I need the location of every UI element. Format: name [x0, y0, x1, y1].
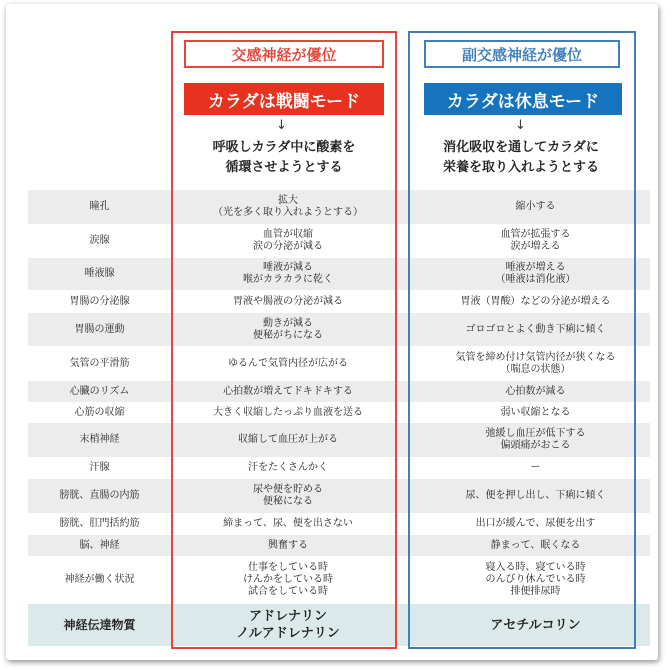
sympathetic-cell: 興奮する — [181, 535, 395, 556]
sympathetic-mode-banner: カラダは戦闘モード — [184, 83, 384, 115]
sympathetic-cell: 尿や便を貯める 便秘になる — [181, 479, 395, 513]
sympathetic-cell: 胃液や腸液の分泌が減る — [233, 295, 343, 307]
table-row — [28, 402, 650, 423]
sympathetic-cell: 締まって、尿、便を出さない — [223, 518, 353, 529]
parasympathetic-description: 消化吸収を通してカラダに 栄養を取り入れようとする — [442, 140, 599, 175]
table-row — [28, 313, 650, 346]
parasympathetic-arrow: ↓ — [515, 118, 526, 133]
organ-cell: 膀胱、直腸の内筋 — [28, 479, 171, 513]
parasympathetic-transmitter: アセチルコリン — [421, 604, 650, 646]
organ-cell: 涙腺 — [89, 235, 110, 246]
organ-cell: 胃腸の分泌腺 — [69, 295, 130, 307]
parasympathetic-cell: 弛緩し血圧が低下する 偏頭痛がおこる — [421, 423, 650, 457]
table-row — [28, 381, 650, 402]
organ-cell: 神経が働く状況 — [64, 574, 135, 585]
sympathetic-cell: ゆるんで気管内径が広がる — [228, 357, 348, 369]
sympathetic-description: 呼吸しカラダ中に酸素を 循環させようとする — [212, 140, 356, 175]
table-row — [28, 346, 650, 381]
footer-row — [28, 604, 650, 646]
sympathetic-cell: 汗をたくさんかく — [248, 462, 328, 473]
table-row — [28, 457, 650, 479]
parasympathetic-cell: 胃液（胃酸）などの分泌が増える — [460, 295, 611, 307]
organ-cell: 心臓のリズム — [28, 381, 171, 402]
sympathetic-cell: 拡大 （光を多く取り入れようとする） — [181, 190, 395, 224]
table-row — [28, 535, 650, 556]
sympathetic-cell: 心拍数が増えてドキドキする — [181, 381, 395, 402]
table-row — [28, 423, 650, 457]
transmitter-label: 神経伝達物質 — [28, 604, 171, 646]
parasympathetic-cell: 寝入る時、寝ている時 のんびり休んでいる時 排便排尿時 — [485, 562, 586, 597]
table-row — [28, 479, 650, 513]
table-row — [28, 513, 650, 535]
parasympathetic-cell: 気管を締め付け気管内径が狭くなる （喘息の状態） — [455, 351, 616, 375]
organ-cell: 瞳孔 — [28, 190, 171, 224]
organ-cell: 膀胱、肛門括約筋 — [59, 518, 140, 529]
sympathetic-cell: 動きが減る 便秘がちになる — [181, 313, 395, 346]
document-card — [6, 4, 658, 660]
organ-cell: 末梢神経 — [28, 423, 171, 457]
sympathetic-cell: 収縮して血圧が上がる — [181, 423, 395, 457]
parasympathetic-cell: ー — [530, 462, 541, 473]
parasympathetic-cell: 縮小する — [421, 190, 650, 224]
parasympathetic-cell: ゴロゴロとよく動き下痢に傾く — [421, 313, 650, 346]
table-row — [28, 190, 650, 224]
comparison-table — [28, 190, 650, 646]
organ-cell: 気管の平滑筋 — [69, 357, 130, 369]
table-row — [28, 290, 650, 313]
organ-cell: 脳、神経 — [28, 535, 171, 556]
table-row — [28, 556, 650, 604]
sympathetic-cell: 唾液が減る 喉がカラカラに乾く — [181, 258, 395, 290]
table-row — [28, 258, 650, 290]
table-row — [28, 224, 650, 258]
organ-cell: 汗腺 — [89, 462, 110, 473]
sympathetic-label: 交感神経が優位 — [184, 40, 384, 68]
sympathetic-transmitter: アドレナリン ノルアドレナリン — [181, 604, 395, 646]
sympathetic-cell: 仕事をしている時 けんかをしている時 試合をしている時 — [243, 562, 333, 597]
organ-cell: 胃腸の運動 — [28, 313, 171, 346]
parasympathetic-cell: 弱い収縮となる — [500, 406, 571, 418]
sympathetic-cell: 大きく収縮したっぷり血液を送る — [213, 406, 363, 418]
sympathetic-cell: 血管が収縮 涙の分泌が減る — [253, 229, 323, 252]
organ-cell: 唾液腺 — [28, 258, 171, 290]
parasympathetic-mode-banner: カラダは休息モード — [424, 83, 622, 115]
parasympathetic-cell: 血管が拡張する 涙が増える — [500, 229, 571, 252]
sympathetic-arrow: ↓ — [276, 118, 287, 133]
parasympathetic-label: 副交感神経が優位 — [424, 40, 620, 68]
parasympathetic-cell: 静まって、眠くなる — [421, 535, 650, 556]
organ-cell: 心筋の収縮 — [74, 406, 125, 418]
parasympathetic-cell: 心拍数が減る — [421, 381, 650, 402]
parasympathetic-cell: 唾液が増える （唾液は消化液） — [421, 258, 650, 290]
parasympathetic-cell: 尿、便を押し出し、下痢に傾く — [421, 479, 650, 513]
parasympathetic-cell: 出口が緩んで、尿便を出す — [475, 518, 596, 529]
